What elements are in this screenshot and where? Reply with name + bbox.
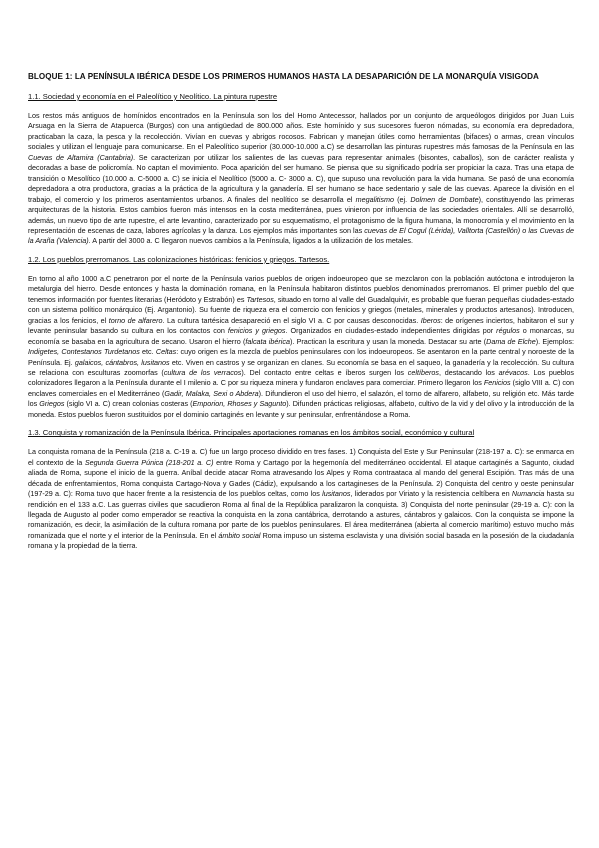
text-run: . Organizados en ciudades-estado independientes dirigidas por: [285, 326, 497, 336]
italic-run: Dolmen de Dombate: [410, 194, 479, 204]
text-run: o monarcas, su economía se basaba en la agricultura de secano. Usaron el hierro (: [28, 326, 574, 346]
text-run: ). Ejemplos:: [535, 336, 574, 346]
italic-run: galaicos, cántabros, lusitanos: [74, 357, 170, 367]
italic-run: Dama de Elche: [486, 336, 536, 346]
italic-run: Griegos: [39, 399, 65, 409]
italic-run: torno de alfarero: [108, 315, 163, 325]
italic-run: falcata ibérica: [245, 336, 290, 346]
italic-run: Segunda Guerra Púnica (218-201 a. C): [84, 457, 214, 467]
section-heading: 1.3. Conquista y romanización de la Península Ibérica. Principales aportaciones romanas en los ámbitos social, económico y cultural: [28, 428, 475, 438]
text-run: , liderados por Viriato y la resistencia celtíbera en: [350, 489, 512, 499]
italic-run: celtíberos: [407, 367, 439, 377]
text-run: En torno al año 1000 a.C penetraron por el norte de la Península varios pueblos de origen indoeuropeo que se mezclaron con la población autóctona e introdujeron la metalurgia del hierro. Desde entonces y hasta la dominación romana, en la Península habitaron distintos pueblos denominados prerromanos. El primer pueblo del que tenemos información por fuentes literarias (Heródoto y Estrabón) es: [28, 273, 574, 304]
italic-run: Indigetes, Contestanos Turdetanos: [28, 347, 140, 357]
text-run: Roma impuso un sistema esclavista y una división social basada en la posesión de la ciudadanía romana y la propiedad de la tierra.: [28, 530, 574, 551]
italic-run: cuevas de El Cogul (Lérida), Valltorta (Castellón) o las Cuevas de la Araña (Valencia): [28, 225, 574, 246]
text-run: : cuyo origen es la mezcla de pueblos peninsulares con los indoeuropeos. Se asentaron en la parte central y noroeste de la Península. Ej.: [28, 347, 575, 367]
italic-run: Iberos: [420, 315, 441, 325]
italic-run: megalitismo: [355, 194, 394, 204]
text-run: (siglo VIII a. C) con enclaves comerciales en el Mediterráneo (: [28, 378, 574, 398]
section-paragraph: [28, 274, 574, 420]
document-body: [28, 72, 574, 560]
text-run: . A partir del 3000 a. C llegaron nuevos cambios a la Península, ligados a la utilización de los metales.: [88, 236, 414, 246]
italic-run: Tartesos: [246, 294, 274, 304]
section-paragraph: [28, 111, 574, 247]
text-run: hasta su rendición en el 133 a.C. Las guerras civiles que sacudieron Roma al final de la República paralizaron la conquista. 3) Conquista del norte peninsular (29-19 a. C): con la llegada de Augusto al poder como emperador se reactiva la conquista en la zona cantábrica, derrotando a astures, cántabros y galaicos. Con la conquista se impone la romanización, es decir, la asimilación de la cultura romana por parte de los pueblos peninsulares. El área mediterránea (abierta al comercio marítimo) estuvo mucho más romanizada que el norte y el interior de la Península. En el: [28, 489, 575, 540]
text-run: , destacando los: [438, 367, 499, 377]
text-run: ). Difundieron el uso del hierro, el salazón, el torno de alfarero, alfabeto, su religión etc. Más tarde los: [28, 388, 574, 409]
text-run: entre Roma y Cartago por la hegemonía del mediterráneo occidental. El ataque cartaginés a Sagunto, ciudad aliada de Roma, supone el inicio de la guerra. Aníbal decide atacar Roma atravesando los Alpes y Roma contraataca al mando del general Escipión. Tras más de una década de enfrentamientos, Roma conquista Cartago-Nova y Gades (Cádiz), expulsando a los cartagineses de la Península. 2) Conquista del centro y oeste peninsular (197-29 a. C): Roma tuvo que hacer frente a la resistencia de los pueblos celtas, como los: [28, 457, 574, 499]
italic-run: lusitanos: [322, 489, 351, 499]
text-run: . La cultura tartésica desapareció en el siglo VI a. C por causas desconocidas.: [162, 315, 421, 325]
italic-run: fenicios y griegos: [227, 326, 286, 336]
text-run: (ej.: [393, 194, 411, 204]
section-paragraph: [28, 447, 574, 552]
text-run: . Los pueblos colonizadores llegaron a la Península durante el I milenio a. C por su riqueza minera y fundaron enclaves para comerciar. Primero llegaron los: [28, 367, 574, 388]
text-run: : de orígenes inciertos, habitaron el sur y levante peninsular basando su cultura en los contactos con: [28, 315, 574, 336]
text-run: Los restos más antiguos de homínidos encontrados en la Península son los del Homo Antecessor, hallados por un conjunto de arqueólogos dirigidos por Juan Luis Arsuaga en la Sierra de Atapuerca (Burgos) con una antigüedad de 800.000 años. Este homínido y sus sucesores fueron nómadas, su economía era depredadora, practicaban la caza, la pesca y la recolección. Vivían en cuevas y abrigos rocosos. Fabrican y manejan útiles como herramientas (bifaces) o armas, crean vínculos sociales y utilizan el lenguaje para comunicarse. En el Paleolítico superior (30.000-10.000 a.C) se desarrollan las pinturas rupestres más famosas de la Península en las: [28, 111, 574, 152]
italic-run: cultura de los verracos: [163, 367, 242, 377]
text-run: ), constituyendo las primeras arquitecturas de la historia. Estos cambios fueron más intensos en la costa mediterránea, pues vinieron por influencia de las sociedades orientales. Allí se desarrolló, además, un nuevo tipo de arte rupestre, el arte levantino, caracterizado por su esquematismo, el protagonismo de la figura humana, la monocromía y el movimiento en la representación de escenas de caza, labores agrícolas y la danza. Los ejemplos más importantes son las: [28, 194, 574, 235]
italic-run: arévacos: [498, 367, 528, 377]
text-run: . Se caracterizan por utilizar los salientes de las cuevas para representar animales (bisontes, caballos), son de carácter realista y decoradas a base de policromía. No captan el movimiento. Poca aparición del ser humano. Se piensa que su significado podría ser propiciar la caza. Tras una etapa de transición o Mesolítico (10.000 a. C-5000 a. C) se inicia el Neolítico (5000 a. C- 3000 a. C), que supuso una revolución para la vida humana. Se pasó de una economía depredadora a otra productora, gracias a la práctica de la agricultura y la ganadería. El ser humano se hace sedentario y sale de las cuevas. Aparece la división en el trabajo, el comercio y los primeros asentamientos urbanos. A finales del neolítico se desarrolla el: [28, 152, 575, 204]
italic-run: Numancia: [511, 489, 545, 499]
text-run: (siglo VI a. C) crean colonias costeras (: [64, 399, 193, 409]
italic-run: Emporion, Rhoses y Sagunto: [192, 399, 287, 409]
italic-run: régulos: [496, 326, 520, 336]
italic-run: Celtas: [155, 347, 177, 357]
text-run: ). Difunden prácticas religiosas, alfabeto, cultivo de la vid y del olivo y la introducción de la moneda. Estos pueblos fueron sustituidos por el dominio cartaginés en levante y sur peninsular, enfrentándose a Roma.: [28, 399, 574, 419]
italic-run: Cuevas de Altamira (Cantabria): [28, 152, 134, 162]
italic-run: Gadir, Malaka, Sexi o Abdera: [164, 388, 259, 398]
document-title: BLOQUE 1: LA PENÍNSULA IBÉRICA DESDE LOS PRIMEROS HUMANOS HASTA LA DESAPARICIÓN DE LA MONARQUÍA VISIGODA: [28, 72, 539, 81]
text-run: ). Practican la escritura y usan la moneda. Destacar su arte (: [289, 336, 487, 346]
italic-run: ámbito social: [218, 530, 261, 540]
text-run: , situado en torno al valle del Guadalquivir, es probable que fueran pequeñas ciudades-estado con un sistema político monárquico (Ej. Argantonio). Su fuente de riqueza era el comercio con fenicios y griegos (metales, minerales y productos artesanos). Introducen, gracias a los fenicios, el: [28, 294, 574, 325]
text-run: ). Del contacto entre celtas e íberos surgen los: [241, 367, 408, 377]
section-heading: 1.2. Los pueblos prerromanos. Las colonizaciones históricas: fenicios y griegos. Tartesos.: [28, 254, 330, 264]
text-run: La conquista romana de la Península (218 a. C-19 a. C) fue un largo proceso dividido en tres fases. 1) Conquista del Este y Sur Peninsular (218-197 a. C): se enmarca en el contexto de la: [28, 447, 574, 467]
section-heading: 1.1. Sociedad y economía en el Paleolítico y Neolítico. La pintura rupestre: [28, 92, 278, 101]
text-run: etc. Viven en castros y se organizan en clanes. Su economía se basa en el saqueo, la ganadería y la recolección. Su cultura se relaciona con esculturas zoomorfas (: [28, 357, 574, 377]
italic-run: Fenicios: [483, 378, 511, 388]
text-run: etc.: [139, 347, 156, 357]
